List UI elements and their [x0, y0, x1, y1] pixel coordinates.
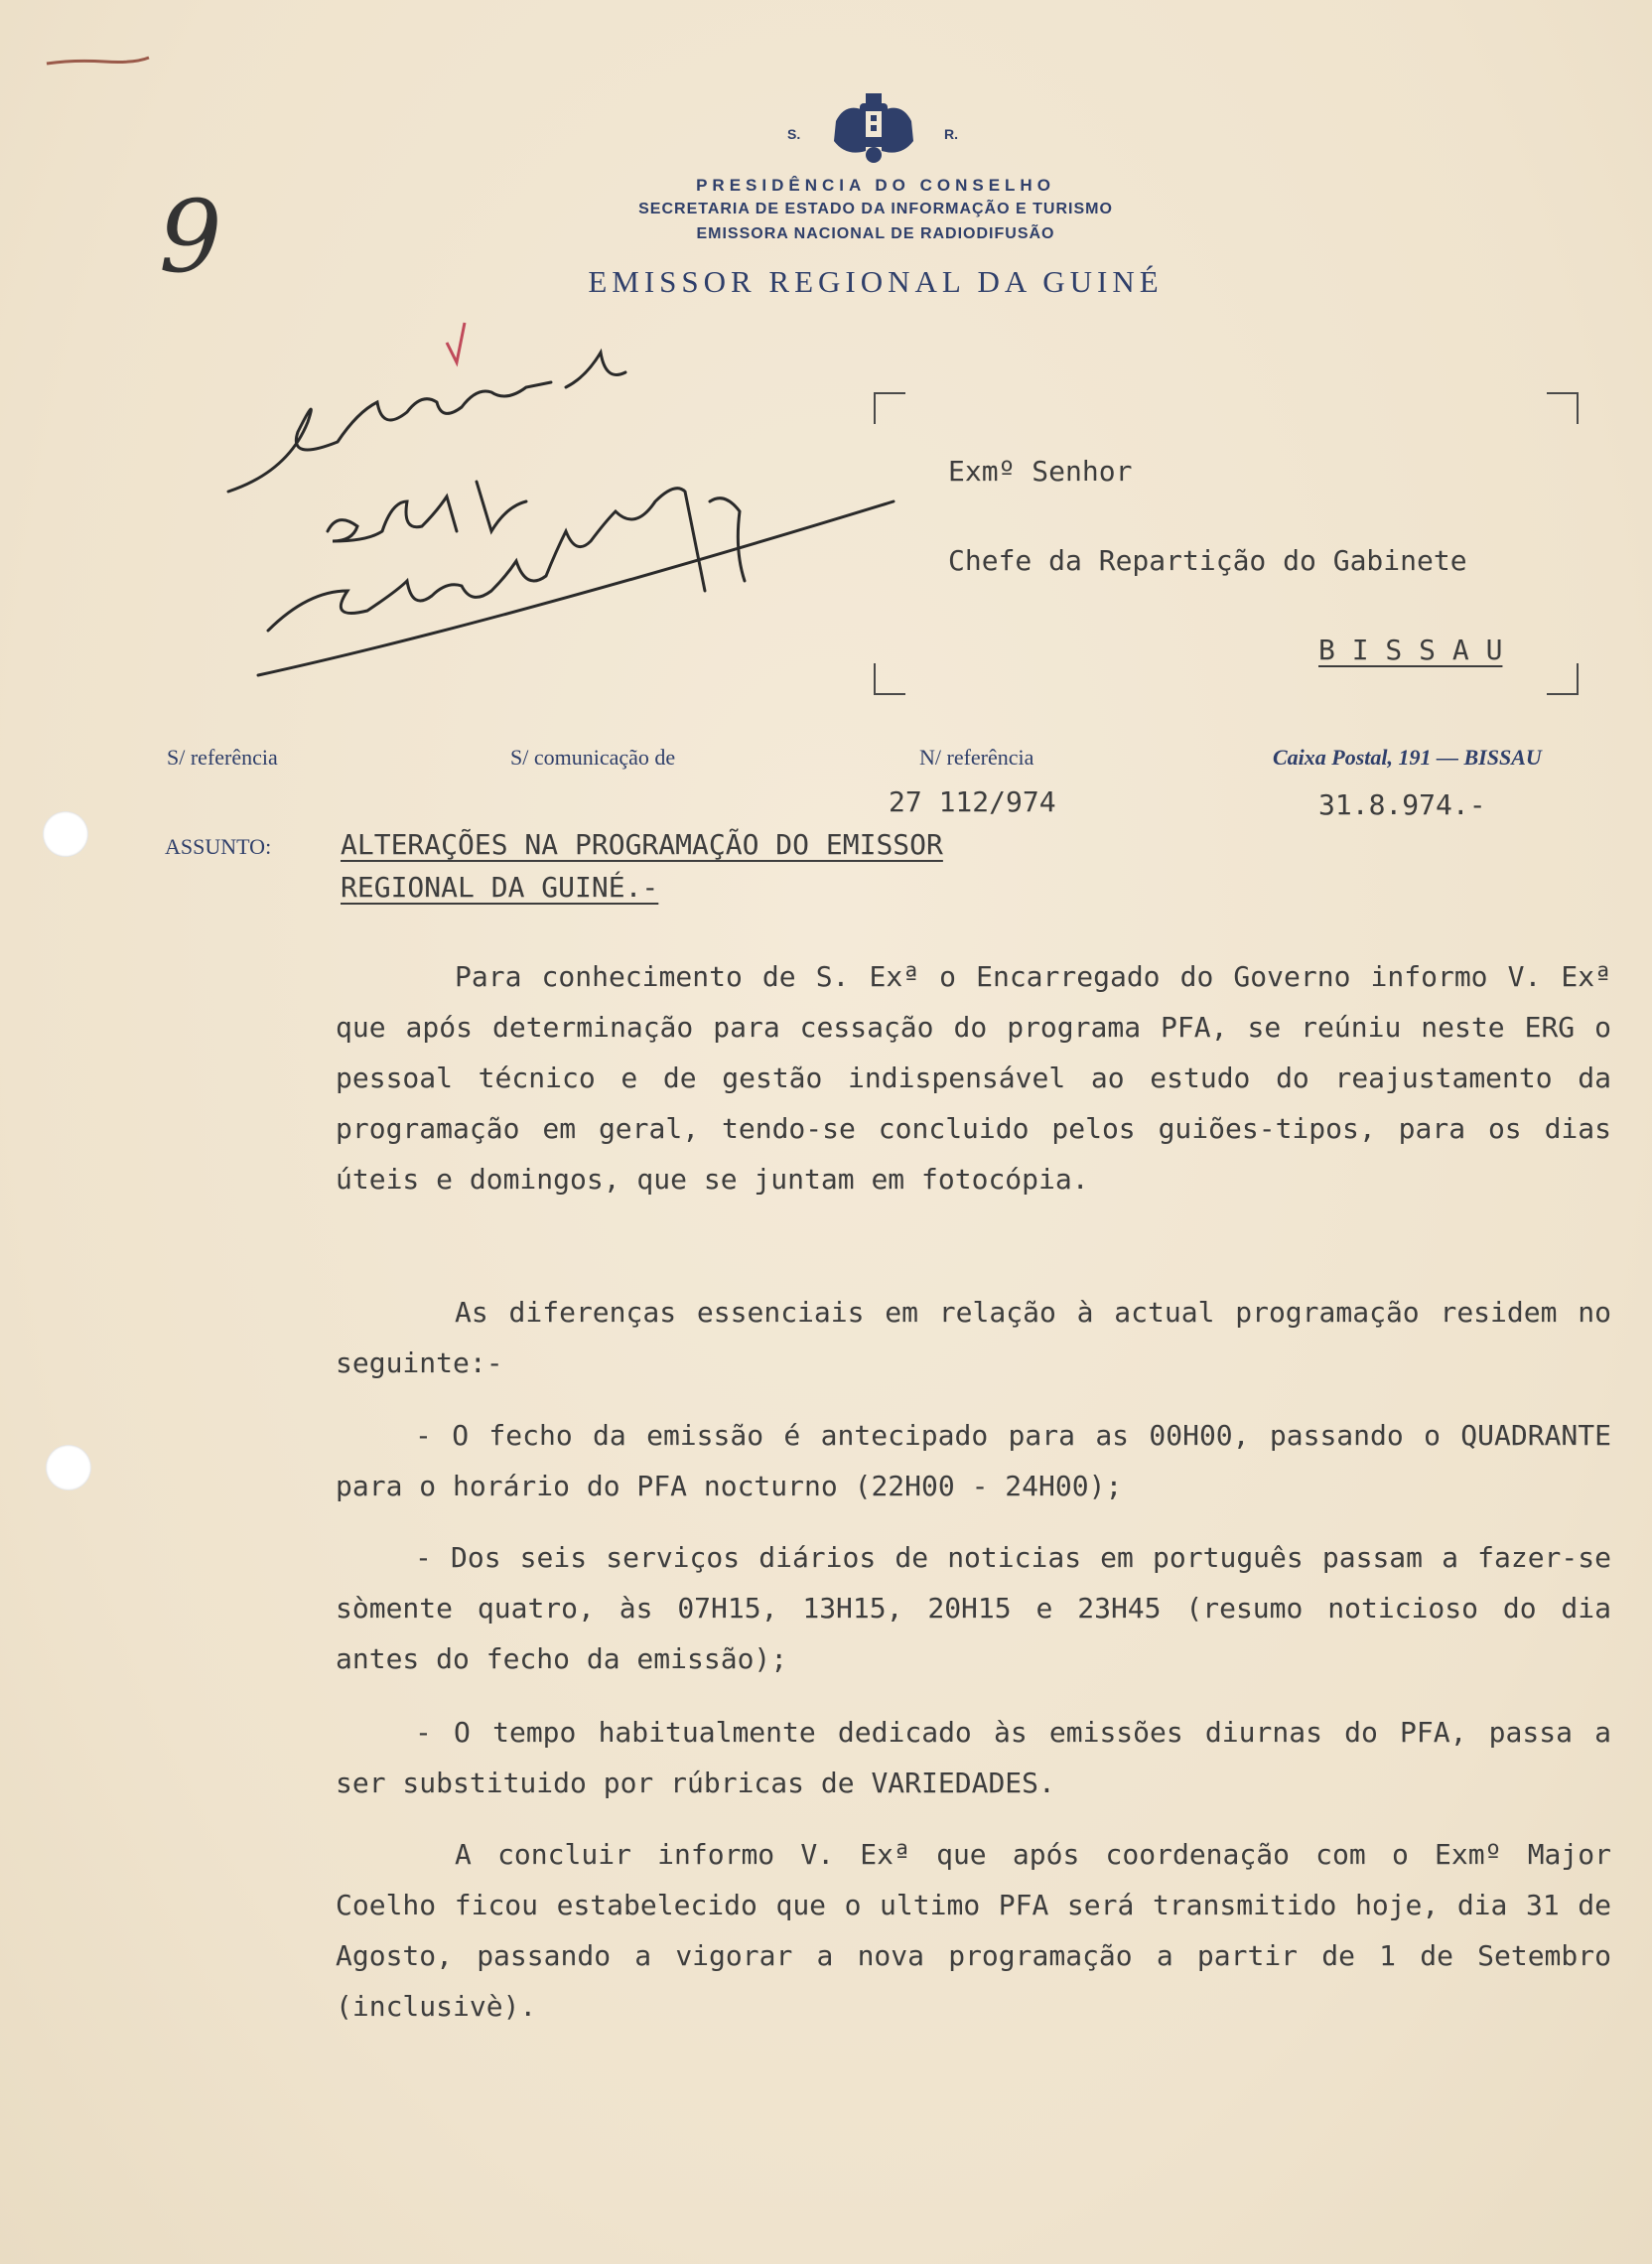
letter-date: 31.8.974.- [1318, 788, 1486, 821]
letterhead-line1: PRESIDÊNCIA DO CONSELHO [696, 176, 1055, 195]
address-bracket-bottom-left [874, 663, 905, 695]
body-paragraph-3: - O fecho da emissão é antecipado para as 00H00, passando o QUADRANTE para o horário do PFA nocturno (22H00 - 24H00); [336, 1419, 1611, 1502]
body-paragraph-1: Para conhecimento de S. Exª o Encarregado do Governo informo V. Exª que após determinação para cessação do programa PFA, se reúniu neste ERG o pessoal técnico e de gestão indispensável ao estudo do reajustamento da programação em geral, tendo-se concluido pelos guiões-tipos, para os dias úteis e domingos, que se juntam em fotocópia. [336, 960, 1611, 1196]
assunto-label: ASSUNTO: [165, 834, 272, 859]
subject-line2: REGIONAL DA GUINÉ.- [341, 871, 659, 904]
recipient-title: Chefe da Repartição do Gabinete [948, 544, 1467, 577]
recipient-salutation: Exmº Senhor [948, 455, 1133, 488]
address-bracket-top-left [874, 392, 905, 424]
page-number: 9 [159, 179, 222, 295]
n-referencia-label: N/ referência [919, 745, 1034, 770]
s-referencia-label: S/ referência [167, 745, 278, 770]
body-paragraph-6: A concluir informo V. Exª que após coordenação com o Exmº Major Coelho ficou estabelecido que o ultimo PFA será transmitido hoje, dia 31 de Agosto, passando a vigorar a nova programação a partir de 1 de Setembro (inclusivè). [336, 1838, 1611, 2023]
staple-mark-icon [45, 52, 154, 71]
s-comunicacao-label: S/ comunicação de [510, 745, 676, 770]
letterhead-line3: EMISSORA NACIONAL DE RADIODIFUSÃO [696, 225, 1055, 242]
n-referencia-value: 27 112/974 [889, 785, 1056, 818]
body-paragraph-5: - O tempo habitualmente dedicado às emissões diurnas do PFA, passa a ser substituido por rúbricas de VARIEDADES. [336, 1716, 1611, 1799]
letterhead-r-letter: R. [944, 126, 958, 142]
punch-hole-top [43, 811, 88, 857]
letterhead-office: EMISSOR REGIONAL DA GUINÉ [588, 264, 1164, 299]
caixa-postal: Caixa Postal, 191 — BISSAU [1273, 745, 1542, 770]
recipient-city: B I S S A U [1318, 634, 1503, 666]
body-paragraph-2: As diferenças essenciais em relação à actual programação residem no seguinte:- [336, 1296, 1611, 1379]
subject-line1: ALTERAÇÕES NA PROGRAMAÇÃO DO EMISSOR [341, 828, 943, 861]
handwritten-annotation [208, 293, 903, 690]
coat-of-arms-icon [826, 91, 921, 167]
letterhead-line2: SECRETARIA DE ESTADO DA INFORMAÇÃO E TURISMO [638, 201, 1113, 217]
address-bracket-bottom-right [1547, 663, 1579, 695]
address-bracket-top-right [1547, 392, 1579, 424]
letterhead-s-letter: S. [787, 126, 801, 142]
punch-hole-bottom [46, 1445, 91, 1490]
body-paragraph-4: - Dos seis serviços diários de noticias em português passam a fazer-se sòmente quatro, às 07H15, 13H15, 20H15 e 23H45 (resumo noticioso do dia antes do fecho da emissão); [336, 1541, 1611, 1675]
